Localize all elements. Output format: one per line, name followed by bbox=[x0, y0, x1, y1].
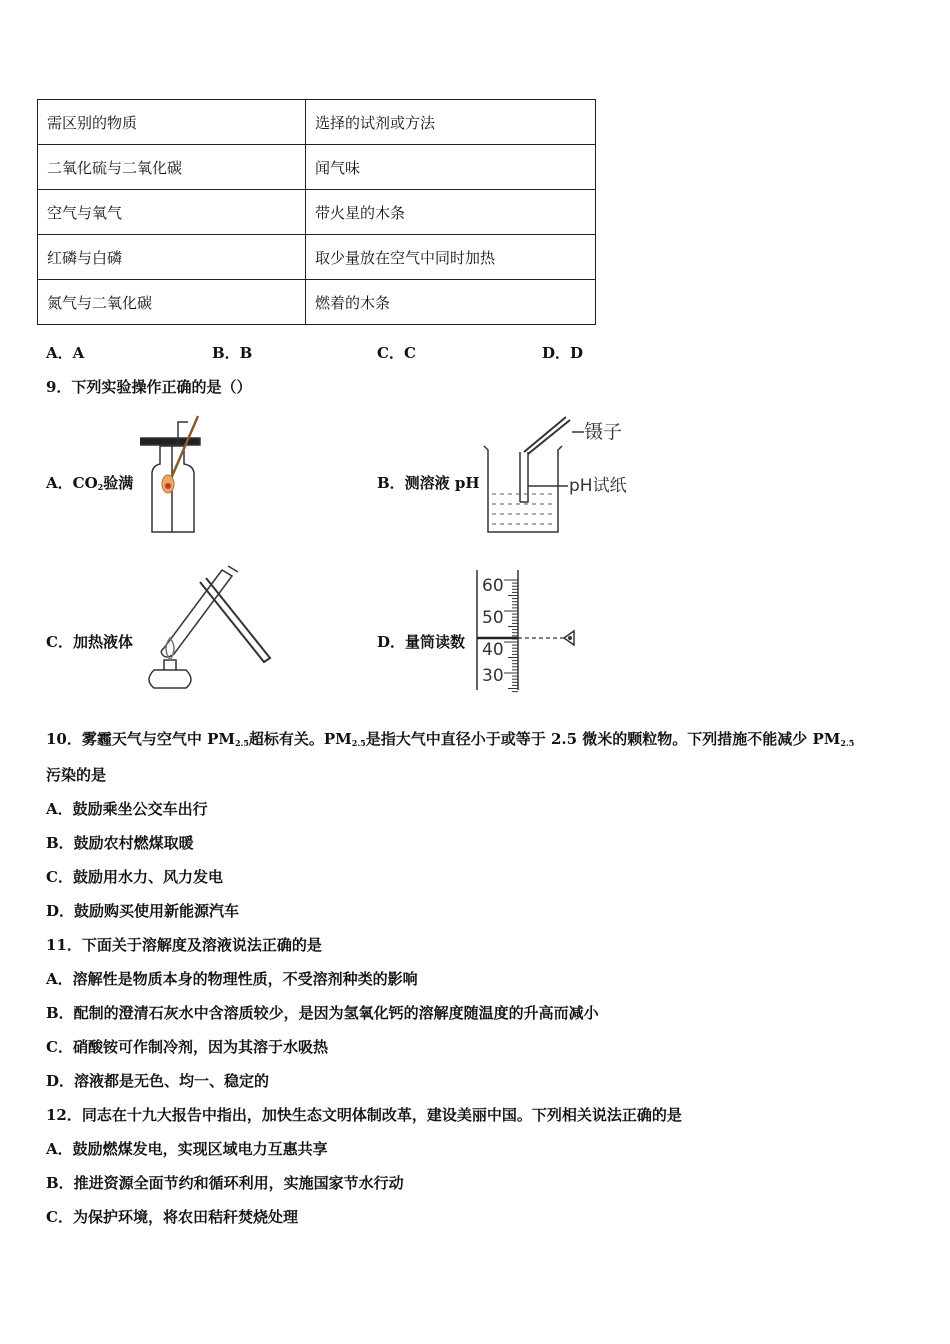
subscript: 2.5 bbox=[234, 738, 249, 748]
q9-option-c: C．加热液体 bbox=[46, 633, 133, 651]
q10-option-c: C．鼓励用水力、风力发电 bbox=[46, 868, 223, 886]
table-cell: 红磷与白磷 bbox=[38, 235, 306, 280]
heating-liquid-figure bbox=[140, 562, 272, 692]
table-cell: 带火星的木条 bbox=[306, 190, 596, 235]
subscript: 2 bbox=[97, 482, 104, 492]
q9-option-a-suffix: 验满 bbox=[103, 474, 134, 492]
q9-option-a-text: A．CO bbox=[46, 474, 98, 492]
table-cell: 空气与氧气 bbox=[38, 190, 306, 235]
q10-option-b: B．鼓励农村燃煤取暖 bbox=[46, 834, 194, 852]
q8-option-b: B．B bbox=[212, 344, 253, 362]
tick-label-60: 60 bbox=[482, 576, 504, 596]
q10-stem bbox=[46, 728, 854, 749]
table-row bbox=[38, 190, 596, 235]
q9-option-b: B．测溶液 pH bbox=[377, 474, 480, 492]
table-cell: 闻气味 bbox=[306, 145, 596, 190]
q11-option-b: B．配制的澄清石灰水中含溶质较少，是因为氢氧化钙的溶解度随温度的升高而减小 bbox=[46, 1004, 599, 1022]
q10-option-a: A．鼓励乘坐公交车出行 bbox=[46, 800, 208, 818]
table-row bbox=[38, 100, 596, 145]
q10-text-3: 是指大气中直径小于或等于 2.5 微米的颗粒物。下列措施不能减少 PM bbox=[365, 730, 841, 748]
q11-option-d: D．溶液都是无色、均一、稳定的 bbox=[46, 1072, 270, 1090]
table-cell: 取少量放在空气中同时加热 bbox=[306, 235, 596, 280]
table-cell: 需区别的物质 bbox=[38, 100, 306, 145]
q11-option-c: C．硝酸铵可作制冷剂，因为其溶于水吸热 bbox=[46, 1038, 328, 1056]
q8-option-d: D．D bbox=[542, 344, 584, 362]
subscript: 2.5 bbox=[351, 738, 366, 748]
q8-option-c: C．C bbox=[377, 344, 416, 362]
q12-option-a: A．鼓励燃煤发电，实现区域电力互惠共享 bbox=[46, 1140, 328, 1158]
tick-label-40: 40 bbox=[482, 640, 504, 660]
q12-stem: 12．同志在十九大报告中指出，加快生态文明体制改革，建设美丽中国。下列相关说法正确的是 bbox=[46, 1106, 682, 1124]
ph-paper-label: pH试纸 bbox=[569, 476, 627, 496]
q10-stem-line2: 污染的是 bbox=[46, 766, 107, 784]
table-cell: 燃着的木条 bbox=[306, 280, 596, 325]
q9-stem: 9．下列实验操作正确的是（） bbox=[46, 378, 252, 396]
table-cell: 氮气与二氧化碳 bbox=[38, 280, 306, 325]
table-cell: 二氧化硫与二氧化碳 bbox=[38, 145, 306, 190]
ph-test-figure bbox=[480, 412, 640, 537]
table-row bbox=[38, 145, 596, 190]
subscript: 2.5 bbox=[840, 738, 855, 748]
table-row bbox=[38, 280, 596, 325]
q8-option-a: A．A bbox=[46, 344, 85, 362]
tick-label-30: 30 bbox=[482, 666, 504, 686]
tweezers-label: 镊子 bbox=[584, 421, 623, 443]
q12-option-c: C．为保护环境，将农田秸秆焚烧处理 bbox=[46, 1208, 298, 1226]
q9-option-d: D．量筒读数 bbox=[377, 633, 466, 651]
table-row bbox=[38, 235, 596, 280]
q11-option-a: A．溶解性是物质本身的物理性质，不受溶剂种类的影响 bbox=[46, 970, 418, 988]
q12-option-b: B．推进资源全面节约和循环利用，实施国家节水行动 bbox=[46, 1174, 404, 1192]
q8-table bbox=[37, 99, 596, 325]
gas-bottle-figure bbox=[140, 412, 210, 537]
table-cell: 选择的试剂或方法 bbox=[306, 100, 596, 145]
cylinder-reading-figure bbox=[472, 568, 587, 693]
q9-option-a bbox=[46, 472, 133, 493]
q10-option-d: D．鼓励购买使用新能源汽车 bbox=[46, 902, 240, 920]
tick-label-50: 50 bbox=[482, 608, 504, 628]
q10-text-1: 10．雾霾天气与空气中 PM bbox=[46, 730, 235, 748]
q11-stem: 11．下面关于溶解度及溶液说法正确的是 bbox=[46, 936, 322, 954]
q10-text-2: 超标有关。PM bbox=[248, 730, 352, 748]
